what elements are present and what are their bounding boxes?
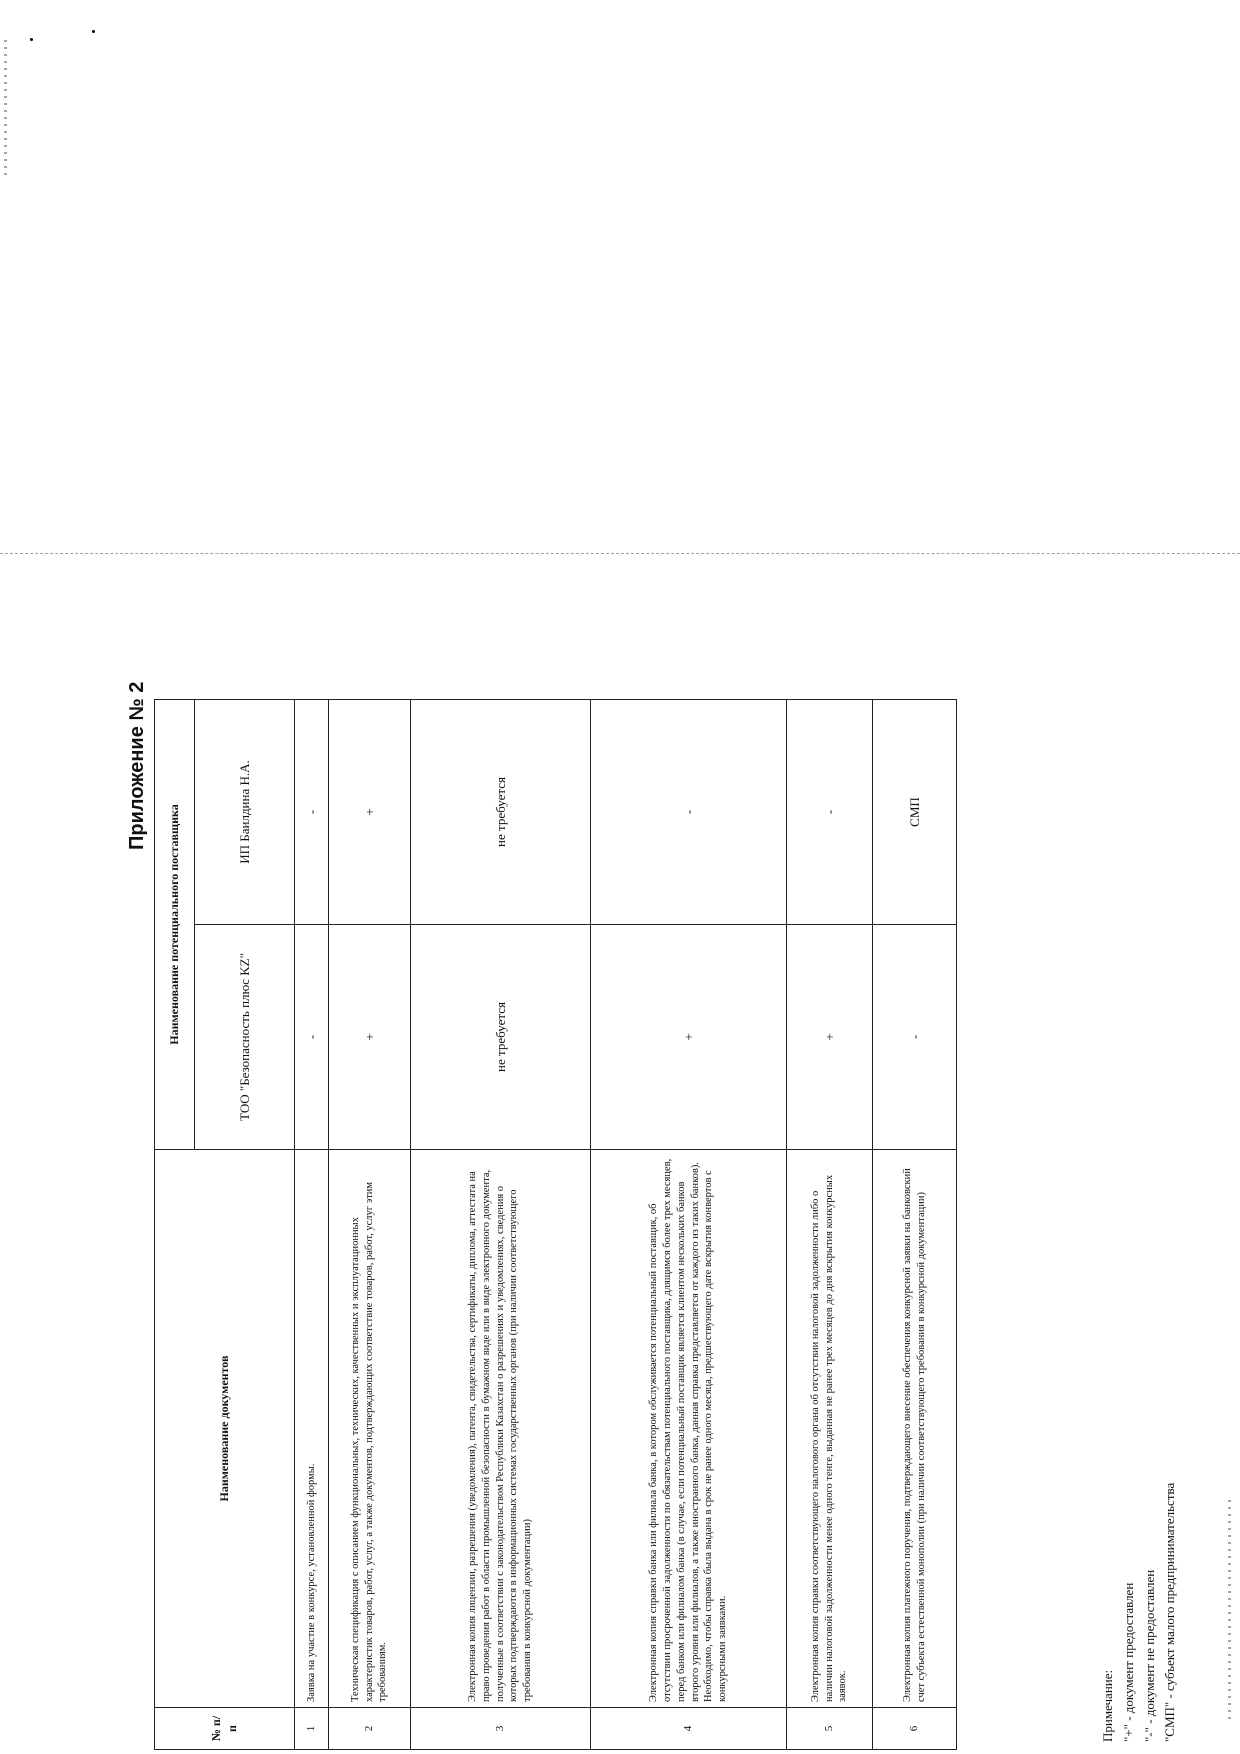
row-num: 2 xyxy=(329,1708,411,1750)
row-doc: Техническая спецификация с описанием функциональных, технических, качественных и эксплуатационных характеристик товаров, работ, услуг, а также документов, подтверждающих соответствие товаров, работ, услуг этим требованиям. xyxy=(329,1150,411,1708)
scan-speck xyxy=(30,38,33,41)
table-row xyxy=(873,699,957,1749)
table-row xyxy=(295,699,329,1749)
documents-table xyxy=(154,699,957,1750)
table-row xyxy=(591,699,787,1749)
header-docs: Наименование документов xyxy=(155,1150,295,1708)
row-doc: Электронная копия лицензии, разрешения (уведомления), патента, свидетельства, сертификаты, диплома, аттестата на право проведения работ в области промышленной безопасности в бумажном виде или в виде электронного документа, полученные в соответствии с законодательством Республики Казахстан о разрешениях и уведомлениях, сведения о которых подтверждаются в информационных системах государственных органов (при наличии соответствующего требования в конкурсной документации) xyxy=(411,1150,591,1708)
row-num: 4 xyxy=(591,1708,787,1750)
row-num: 3 xyxy=(411,1708,591,1750)
header-num: № п/п xyxy=(155,1708,295,1750)
row-supplier-1-value: - xyxy=(295,925,329,1150)
header-suppliers-group: Наименование потенциального поставщика xyxy=(155,699,195,1149)
row-num: 6 xyxy=(873,1708,957,1750)
row-supplier-1-value: не требуется xyxy=(411,925,591,1150)
row-supplier-2-value: + xyxy=(329,699,411,924)
notes xyxy=(1098,1483,1181,1742)
notes-heading: Примечание: xyxy=(1100,1669,1115,1742)
row-doc: Заявка на участие в конкурсе, установленной формы. xyxy=(295,1150,329,1708)
page-title: Приложение № 2 xyxy=(126,681,148,850)
rotated-page xyxy=(90,681,1240,1750)
row-num: 1 xyxy=(295,1708,329,1750)
table-row xyxy=(411,699,591,1749)
header-supplier-2: ИП Баилдина Н.А. xyxy=(195,699,295,924)
row-supplier-2-value: - xyxy=(591,699,787,924)
row-supplier-2-value: СМП xyxy=(873,699,957,924)
row-supplier-2-value: - xyxy=(787,699,873,924)
note-item: "СМП" - субъект малого предпринимательства xyxy=(1162,1482,1178,1742)
row-supplier-1-value: + xyxy=(591,925,787,1150)
note-item: "+" - документ предоставлен xyxy=(1120,1582,1136,1742)
row-supplier-1-value: - xyxy=(873,925,957,1150)
header-supplier-1: ТОО "Безопасность плюс KZ" xyxy=(195,925,295,1150)
scan-speck xyxy=(92,30,95,33)
row-supplier-2-value: - xyxy=(295,699,329,924)
row-num: 5 xyxy=(787,1708,873,1750)
row-supplier-1-value: + xyxy=(787,925,873,1150)
table-row xyxy=(329,699,411,1749)
row-doc: Электронная копия справки соответствующего налогового органа об отсутствии налоговой задолженности либо о наличии налоговой задолженности менее одного тенге, выданная не ранее трех месяцев до дня вскрытия конкурсных заявок. xyxy=(787,1150,873,1708)
scan-edge-noise xyxy=(4,40,7,180)
row-supplier-1-value: + xyxy=(329,925,411,1150)
row-doc: Электронная копия справки банка или филиала банка, в котором обслуживается потенциальный поставщик, об отсутствии просроченной задолженности по обязательствам потенциального поставщика, длящимся более трех месяцев, перед банком или филиалом банка (в случае, если потенциальный поставщик является клиентом нескольких банков второго уровня или филиалов, а также иностранного банка, данная справка представляется от каждого из таких банков). Необходимо, чтобы справка была выдана в срок не ранее одного месяца, предшествующего дате вскрытия конвертов с конкурсными заявками. xyxy=(591,1150,787,1708)
table-row xyxy=(787,699,873,1749)
row-doc: Электронная копия платежного поручения, подтверждающего внесение обеспечения конкурсной заявки на банковский счет субъекта естественной монополии (при наличии соответствующего требования в конкурсной документации) xyxy=(873,1150,957,1708)
row-supplier-2-value: не требуется xyxy=(411,699,591,924)
scan-fold-line xyxy=(0,553,1240,554)
table-header-row xyxy=(155,699,195,1749)
note-item: "-" - документ не предоставлен xyxy=(1141,1569,1157,1742)
